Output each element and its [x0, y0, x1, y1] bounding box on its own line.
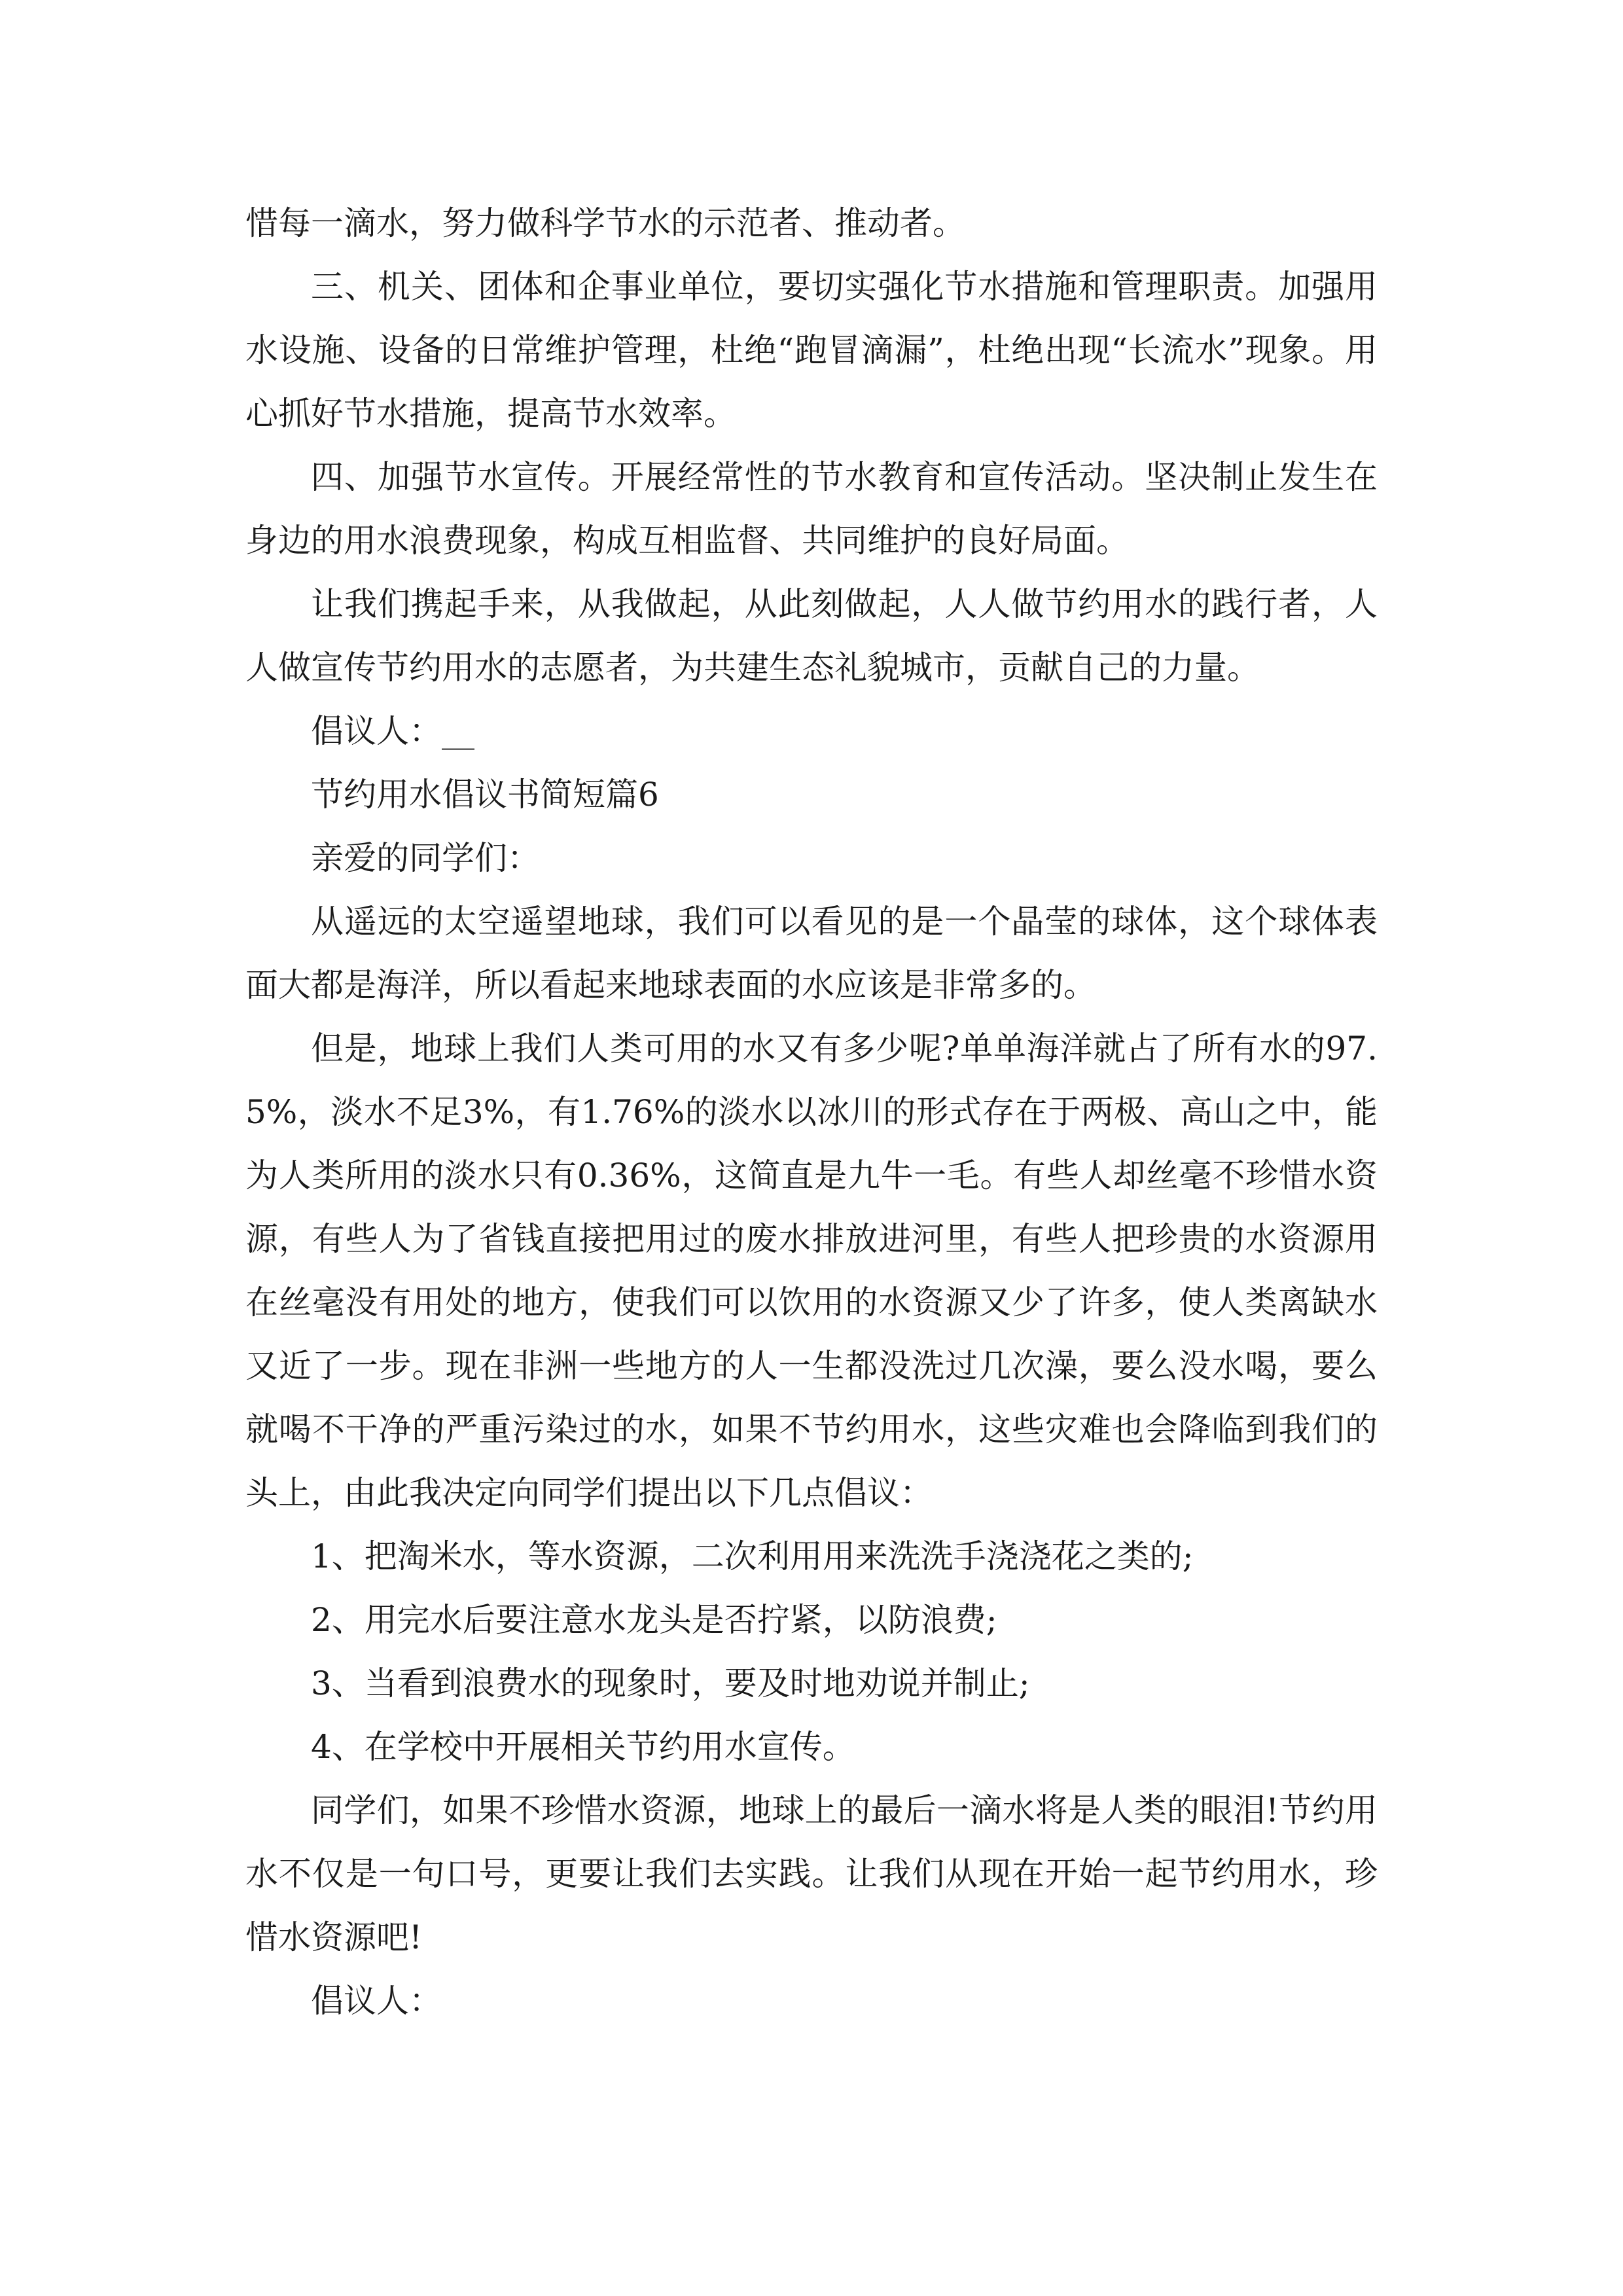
paragraph-item-four: 四、加强节水宣传。开展经常性的节水教育和宣传活动。坚决制止发生在身边的用水浪费现象，构成互相监督、共同维护的良好局面。	[245, 458, 1378, 560]
document-body	[245, 192, 1378, 2033]
paragraph-intro: 从遥远的太空遥望地球，我们可以看见的是一个晶莹的球体，这个球体表面大都是海洋，所以看起来地球表面的水应该是非常多的。	[245, 903, 1378, 1004]
section-heading: 节约用水倡议书简短篇6	[311, 776, 659, 814]
paragraph-call-to-action: 让我们携起手来，从我做起，从此刻做起，人人做节约用水的践行者，人人做宣传节约用水的志愿者，为共建生态礼貌城市，贡献自己的力量。	[245, 585, 1378, 687]
signature-line-end: 倡议人：	[311, 1982, 442, 2020]
paragraph-closing: 同学们，如果不珍惜水资源，地球上的最后一滴水将是人类的眼泪!节约用水不仅是一句口号，更要让我们去实践。让我们从现在开始一起节约用水，珍惜水资源吧!	[245, 1791, 1378, 1956]
list-item-1: 1、把淘米水，等水资源，二次利用用来洗洗手浇浇花之类的;	[311, 1537, 1194, 1575]
list-item-4: 4、在学校中开展相关节约用水宣传。	[311, 1728, 855, 1766]
list-item-2: 2、用完水后要注意水龙头是否拧紧，以防浪费;	[311, 1601, 997, 1639]
list-item-3: 3、当看到浪费水的现象时，要及时地劝说并制止;	[311, 1664, 1030, 1702]
paragraph-item-three: 三、机关、团体和企事业单位，要切实强化节水措施和管理职责。加强用水设施、设备的日常维护管理，杜绝“跑冒滴漏”，杜绝出现“长流水”现象。用心抓好节水措施，提高节水效率。	[245, 268, 1378, 433]
salutation: 亲爱的同学们：	[311, 839, 540, 877]
paragraph-water-facts: 但是，地球上我们人类可用的水又有多少呢?单单海洋就占了所有水的97.5%，淡水不足3%，有1.76%的淡水以冰川的形式存在于两极、高山之中，能为人类所用的淡水只有0.36%，这简直是九牛一毛。有些人却丝毫不珍惜水资源，有些人为了省钱直接把用过的废水排放进河里，有些人把珍贵的水资源用在丝毫没有用处的地方，使我们可以饮用的水资源又少了许多，使人类离缺水又近了一步。现在非洲一些地方的人一生都没洗过几次澡，要么没水喝，要么就喝不干净的严重污染过的水，如果不节约用水，这些灾难也会降临到我们的头上，由此我决定向同学们提出以下几点倡议：	[245, 1030, 1378, 1512]
signature-line: 倡议人：__	[311, 712, 474, 750]
paragraph-continuation: 惜每一滴水，努力做科学节水的示范者、推动者。	[245, 204, 965, 242]
